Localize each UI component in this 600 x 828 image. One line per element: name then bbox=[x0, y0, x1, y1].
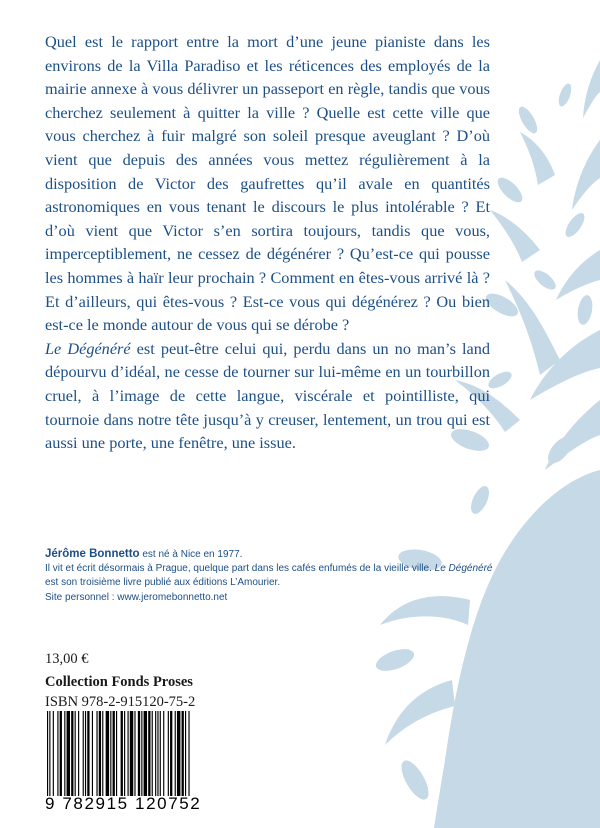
barcode-bar bbox=[130, 711, 133, 796]
author-name: Jérôme Bonnetto bbox=[45, 548, 140, 560]
barcode-bar bbox=[64, 711, 65, 796]
barcode-bar bbox=[175, 711, 176, 796]
bio-book-title: Le Dégénéré bbox=[434, 563, 493, 575]
barcode-bar bbox=[155, 711, 156, 796]
book-title: Le Dégénéré bbox=[45, 338, 131, 358]
barcode-bar bbox=[87, 711, 89, 796]
price: 13,00 € bbox=[45, 651, 89, 667]
barcode-bar bbox=[148, 711, 150, 796]
barcode-bar bbox=[116, 711, 117, 796]
author-location: Il vit et écrit désormais à Prague, quelque part dans les cafés enfumés de la vieille ville. bbox=[45, 563, 435, 575]
collection-name: Collection Fonds Proses bbox=[45, 674, 193, 690]
barcode-bar bbox=[78, 711, 79, 796]
author-bio bbox=[45, 547, 505, 605]
barcode-bar bbox=[124, 711, 125, 796]
barcode-bar bbox=[49, 711, 50, 796]
barcode-bar bbox=[67, 711, 70, 796]
barcode-bar bbox=[182, 711, 184, 796]
barcode-bar bbox=[57, 711, 58, 796]
barcode bbox=[45, 711, 193, 796]
barcode-bar bbox=[83, 711, 84, 796]
barcode-bar bbox=[144, 711, 147, 796]
blurb-paragraph-1: Quel est le rapport entre la mort d’une jeune pianiste dans les environs de la Villa Paradiso et les réticences des employés de la mairie annexe à vous délivrer un passeport en règle, tandis que vous cherchez seulement à quitter la ville ? Quelle est cette ville que vous cherchez à fuir malgré son soleil presque aveuglant ? D’où vient que depuis des années vous mettez régulièrement à la disposition de Victor des gaufrettes qu’il avale en quantités astronomiques en vous tenant le discours le plus intolérable ? Et d’où vient que Victor s’en sortira toujours, tandis que vous, imperceptiblement, ne cessez de dégénérer ? Qu’est-ce qui pousse les hommes à haïr leur prochain ? Comment en êtes-vous arrivé là ? Et d’ailleurs, qui êtes-vous ? Est-ce vous qui dégénérez ? Ou bien est-ce le monde autour de vous qui se dérobe ? bbox=[45, 32, 490, 335]
barcode-bar bbox=[60, 711, 62, 796]
barcode-bar bbox=[121, 711, 123, 796]
barcode-bar bbox=[102, 711, 103, 796]
barcode-bar bbox=[99, 711, 101, 796]
author-bio-line-1 bbox=[45, 547, 505, 562]
barcode-digits: 9 782915 120752 bbox=[45, 794, 202, 813]
barcode-bar bbox=[106, 711, 109, 796]
barcode-bar bbox=[47, 711, 48, 796]
barcode-bar bbox=[134, 711, 135, 796]
barcode-bar bbox=[53, 711, 54, 796]
barcode-bar bbox=[71, 711, 73, 796]
barcode-bar bbox=[170, 711, 172, 796]
blurb-paragraph-2-text: est peut-être celui qui, perdu dans un no man’s land dépourvu d’idéal, ne cesse de tourner sur lui-même en un tourbillon cruel, à l’image de cette langue, viscérale et pointilliste, qui tournoie dans notre tête jusqu’à y creuser, lentement, un trou qui est aussi une porte, une fenêtre, une issue. bbox=[45, 338, 490, 453]
barcode-bar bbox=[157, 711, 158, 796]
barcode-bar bbox=[85, 711, 86, 796]
author-website: Site personnel : www.jeromebonnetto.net bbox=[45, 591, 228, 603]
barcode-bar bbox=[128, 711, 129, 796]
bio-publisher: est son troisième livre publié aux éditions L’Amourier. bbox=[45, 577, 281, 589]
isbn: ISBN 978-2-915120-75-2 bbox=[45, 694, 196, 710]
back-cover-blurb bbox=[45, 30, 490, 455]
author-bio-line-2 bbox=[45, 562, 505, 590]
blurb-paragraph-2 bbox=[45, 337, 490, 455]
barcode-bar bbox=[185, 711, 186, 796]
barcode-bar bbox=[141, 711, 142, 796]
barcode-bar bbox=[188, 711, 189, 796]
barcode-bar bbox=[138, 711, 140, 796]
barcode-bar bbox=[75, 711, 76, 796]
barcode-bar bbox=[168, 711, 169, 796]
barcode-bar bbox=[110, 711, 111, 796]
barcode-bar bbox=[163, 711, 164, 796]
barcode-bar bbox=[113, 711, 115, 796]
author-birth: est né à Nice en 1977. bbox=[139, 549, 243, 560]
barcode-bar bbox=[152, 711, 153, 796]
barcode-bar bbox=[177, 711, 180, 796]
barcode-bar bbox=[96, 711, 97, 796]
barcode-bar bbox=[92, 711, 93, 796]
barcode-bar bbox=[160, 711, 161, 796]
